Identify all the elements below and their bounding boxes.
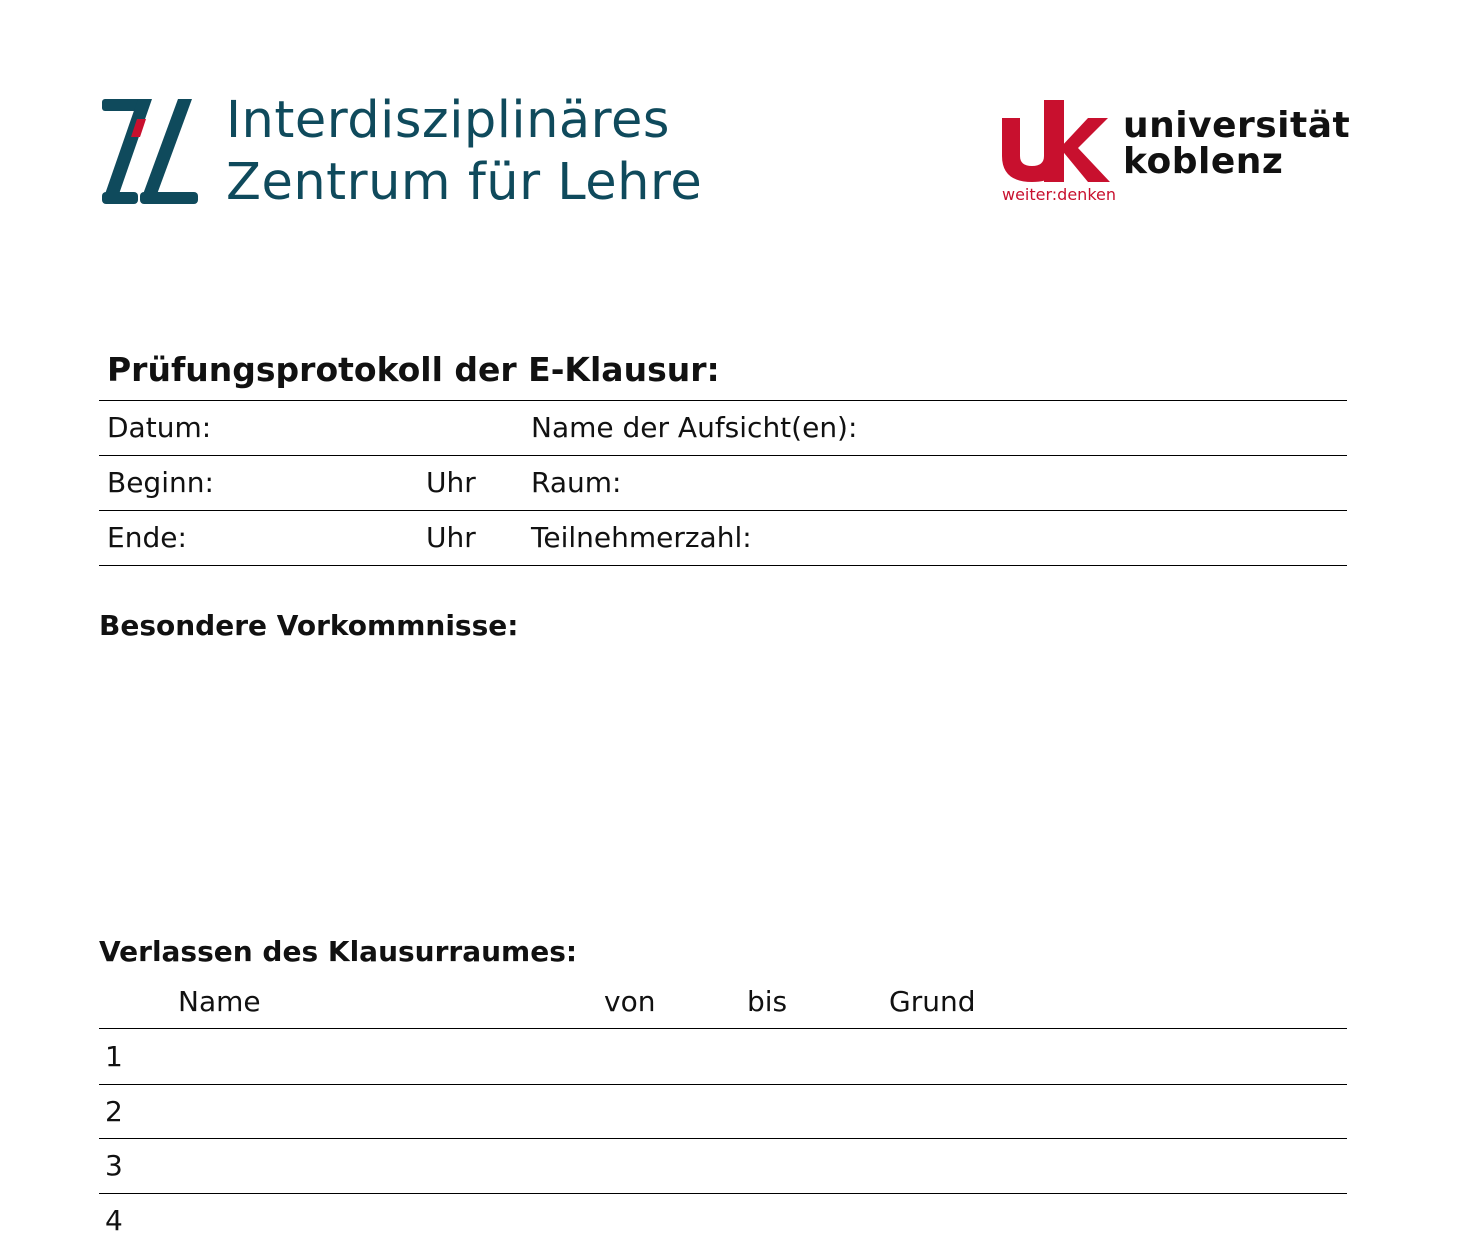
col-name: Name bbox=[178, 985, 261, 1018]
izl-line2: Zentrum für Lehre bbox=[226, 153, 703, 212]
leave-table-header bbox=[99, 975, 1347, 1029]
uk-line2: koblenz bbox=[1123, 141, 1284, 182]
label-teilnehmerzahl: Teilnehmerzahl: bbox=[531, 521, 752, 554]
row-number: 1 bbox=[105, 1040, 123, 1073]
label-aufsicht: Name der Aufsicht(en): bbox=[531, 411, 858, 444]
table-row[interactable] bbox=[99, 1030, 1347, 1085]
unit-ende: Uhr bbox=[426, 521, 476, 554]
label-raum: Raum: bbox=[531, 466, 622, 499]
info-row-ende[interactable] bbox=[99, 511, 1347, 566]
info-table bbox=[99, 400, 1347, 566]
row-number: 3 bbox=[105, 1149, 123, 1182]
col-bis: bis bbox=[747, 985, 788, 1018]
izl-wordmark bbox=[226, 90, 702, 214]
table-row[interactable] bbox=[99, 1139, 1347, 1194]
unit-beginn: Uhr bbox=[426, 466, 476, 499]
col-grund: Grund bbox=[889, 985, 976, 1018]
izl-line1: Interdisziplinäres bbox=[226, 91, 670, 150]
info-row-beginn[interactable] bbox=[99, 456, 1347, 511]
page-title: Prüfungsprotokoll der E-Klausur: bbox=[107, 350, 720, 389]
uk-claim: weiter:denken bbox=[1002, 185, 1116, 204]
leave-heading: Verlassen des Klausurraumes: bbox=[99, 935, 578, 968]
label-beginn: Beginn: bbox=[107, 466, 214, 499]
uk-wordmark bbox=[1123, 105, 1351, 182]
incidents-heading: Besondere Vorkommnisse: bbox=[99, 609, 519, 642]
leave-table-body bbox=[99, 1030, 1347, 1242]
table-row[interactable] bbox=[99, 1085, 1347, 1140]
label-ende: Ende: bbox=[107, 521, 187, 554]
info-row-datum[interactable] bbox=[99, 401, 1347, 456]
label-datum: Datum: bbox=[107, 411, 212, 444]
row-number: 4 bbox=[105, 1203, 123, 1237]
row-number: 2 bbox=[105, 1094, 123, 1128]
col-von: von bbox=[604, 985, 656, 1018]
table-row[interactable] bbox=[99, 1194, 1347, 1242]
uk-logo-icon bbox=[1000, 100, 1112, 184]
izl-logo-icon bbox=[100, 97, 200, 207]
uk-line1: universität bbox=[1123, 105, 1351, 146]
